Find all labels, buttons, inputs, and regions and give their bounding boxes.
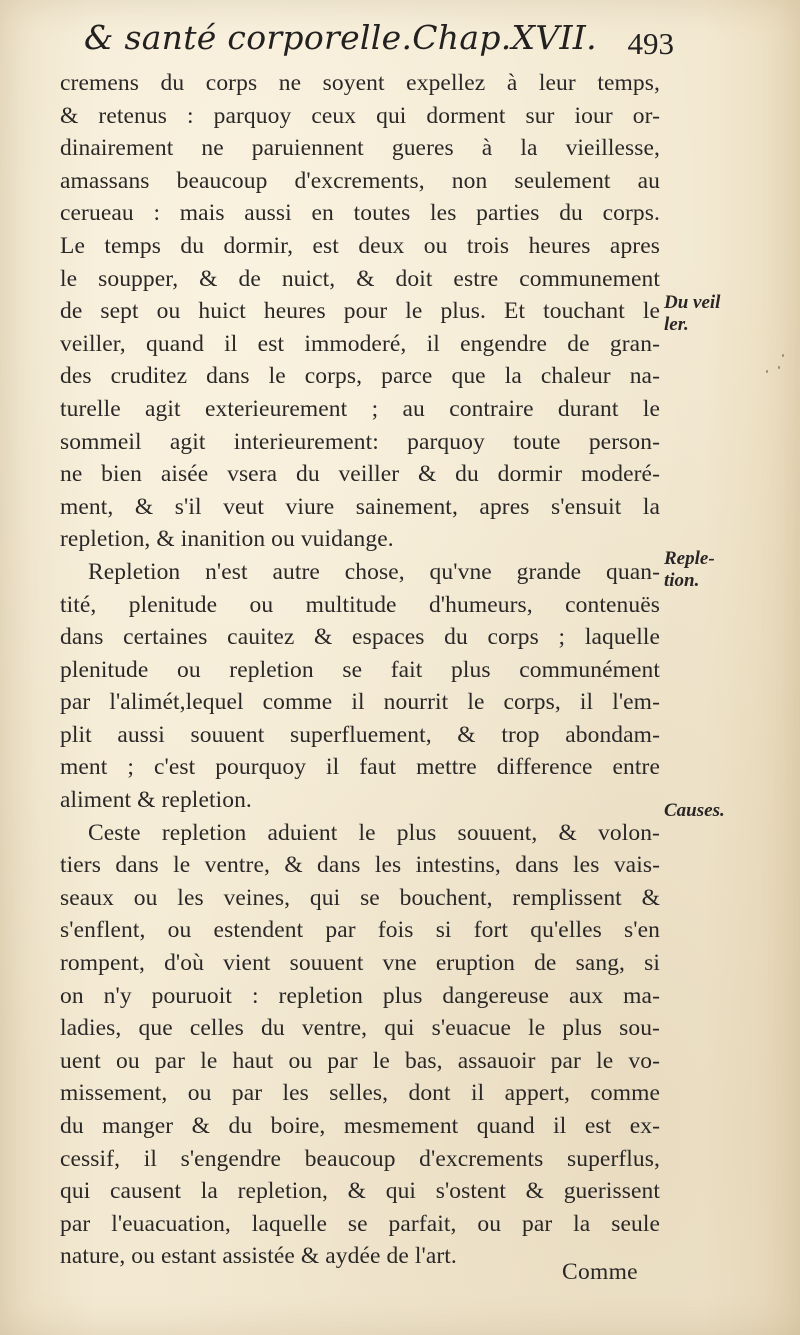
text-line: nature, ou estant assistée & aydée de l'art. [60, 1243, 457, 1270]
text-line: repletion, & inanition ou vuidange. [60, 526, 394, 553]
text-line: amassans beaucoup d'excrements, non seulement au [60, 167, 660, 194]
text-line: ne bien aisée vsera du veiller & du dormir moderé- [60, 461, 660, 488]
marginal-note-line: Du veil [664, 292, 721, 313]
page-number: 493 [627, 26, 674, 61]
text-line: Repletion n'est autre chose, qu'vne grande quan- [88, 558, 660, 585]
running-title: & santé corporelle.Chap.XVII. [84, 18, 597, 57]
text-line: cerueau : mais aussi en toutes les parties du corps. [60, 200, 660, 227]
text-line: veiller, quand il est immoderé, il engendre de gran- [60, 330, 660, 357]
catchword: Comme [562, 1259, 638, 1285]
text-line: seaux ou les veines, qui se bouchent, remplissent & [60, 884, 660, 911]
text-line: s'enflent, ou estendent par fois si fort qu'elles s'en [60, 917, 660, 944]
text-line: rompent, d'où vient souuent vne eruption de sang, si [60, 950, 660, 977]
text-line: ment, & s'il veut viure sainement, apres s'ensuit la [60, 493, 660, 520]
text-line: aliment & repletion. [60, 787, 252, 814]
text-line: Le temps du dormir, est deux ou trois heures apres [60, 232, 660, 259]
text-line: on n'y pouruoit : repletion plus dangereuse aux ma- [60, 982, 660, 1009]
text-line: ladies, que celles du ventre, qui s'euacue le plus sou- [60, 1015, 660, 1042]
text-line: ment ; c'est pourquoy il faut mettre difference entre [60, 754, 660, 781]
text-line: plit aussi souuent superfluement, & trop abondam- [60, 721, 660, 748]
text-line: par l'alimét,lequel comme il nourrit le corps, il l'em- [60, 689, 660, 716]
marginal-note-repletion [664, 548, 715, 592]
paper-speck [778, 366, 780, 369]
text-line: cessif, il s'engendre beaucoup d'excrements superflus, [60, 1145, 660, 1172]
text-line: dinairement ne paruiennent gueres à la vieillesse, [60, 135, 660, 162]
paper-speck [782, 354, 784, 357]
text-line: Ceste repletion aduient le plus souuent, & volon- [88, 819, 660, 846]
marginal-note-du-veiller [664, 292, 720, 336]
text-line: dans certaines cauitez & espaces du corps ; laquelle [60, 624, 660, 651]
text-line: uent ou par le haut ou par le bas, assauoir par le vo- [60, 1047, 660, 1074]
paper-specks [760, 350, 790, 390]
text-line: des cruditez dans le corps, parce que la chaleur na- [60, 363, 660, 390]
marginal-note-line: tion. [664, 570, 700, 591]
text-line: tité, plenitude ou multitude d'humeurs, contenuës [60, 591, 660, 618]
paper-speck [766, 370, 768, 373]
body-text [60, 67, 660, 1273]
text-line: qui causent la repletion, & qui s'ostent & guerissent [60, 1178, 660, 1205]
text-line: par l'euacuation, laquelle se parfait, ou par la seule [60, 1210, 660, 1237]
marginal-note-causes [664, 800, 725, 822]
text-line: & retenus : parquoy ceux qui dorment sur iour or- [60, 102, 660, 129]
text-line: turelle agit exterieurement ; au contraire durant le [60, 395, 660, 422]
text-line: du manger & du boire, mesmement quand il est ex- [60, 1113, 660, 1139]
text-line: plenitude ou repletion se fait plus communément [60, 656, 660, 683]
marginal-note-line: Reple- [664, 548, 715, 569]
text-line: le soupper, & de nuict, & doit estre communement [60, 265, 660, 292]
text-line: tiers dans le ventre, & dans les intestins, dans les vais- [60, 852, 660, 879]
text-line: missement, ou par les selles, dont il appert, comme [60, 1080, 660, 1107]
marginal-note-line: ler. [664, 314, 689, 335]
marginal-note-line: Causes. [664, 800, 725, 821]
text-line: de sept ou huict heures pour le plus. Et touchant le [60, 298, 660, 325]
text-line: cremens du corps ne soyent expellez à leur temps, [60, 70, 660, 96]
text-line: sommeil agit interieurement: parquoy toute person- [60, 428, 660, 455]
running-head [84, 10, 674, 66]
